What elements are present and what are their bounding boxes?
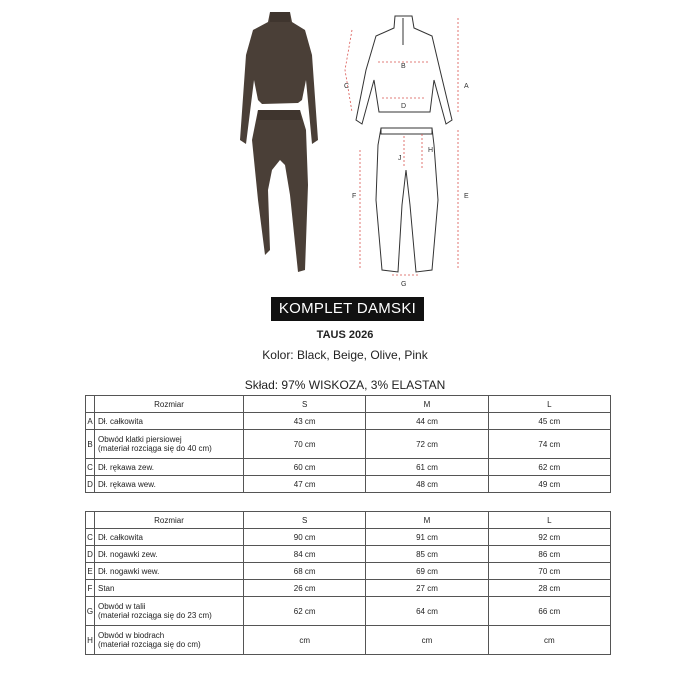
row-label: Obwód klatki piersiowej bbox=[98, 435, 182, 444]
row-value-l: 74 cm bbox=[488, 430, 610, 459]
header-code-cell bbox=[86, 396, 95, 413]
photo-leggings bbox=[252, 110, 308, 272]
header-size-l: L bbox=[488, 512, 610, 529]
top-size-table bbox=[85, 395, 611, 493]
letter-D: D bbox=[401, 103, 407, 110]
row-code: G bbox=[86, 597, 95, 626]
product-colors: Kolor: Black, Beige, Olive, Pink bbox=[262, 348, 428, 362]
row-label: Dł. całkowita bbox=[95, 529, 244, 546]
row-code: F bbox=[86, 580, 95, 597]
header-label: Rozmiar bbox=[95, 396, 244, 413]
row-code: H bbox=[86, 626, 95, 655]
row-note: (materiał rozciąga się do 40 cm) bbox=[98, 444, 212, 453]
row-value-l: 92 cm bbox=[488, 529, 610, 546]
row-label: Dł. rękawa wew. bbox=[95, 476, 244, 493]
letter-G: G bbox=[401, 281, 407, 288]
header-size-m: M bbox=[366, 512, 488, 529]
table-header-row bbox=[86, 512, 611, 529]
row-value-m: cm bbox=[366, 626, 488, 655]
row-value-s: 70 cm bbox=[244, 430, 366, 459]
header-label: Rozmiar bbox=[95, 512, 244, 529]
table-row bbox=[86, 459, 611, 476]
row-label: Dł. rękawa zew. bbox=[95, 459, 244, 476]
row-value-l: 66 cm bbox=[488, 597, 610, 626]
row-value-s: 47 cm bbox=[244, 476, 366, 493]
row-label: Dł. nogawki zew. bbox=[95, 546, 244, 563]
row-value-s: 43 cm bbox=[244, 413, 366, 430]
dimension-lines bbox=[345, 18, 458, 275]
row-value-l: 28 cm bbox=[488, 580, 610, 597]
row-code: A bbox=[86, 413, 95, 430]
row-value-m: 64 cm bbox=[366, 597, 488, 626]
table-row bbox=[86, 476, 611, 493]
letter-H: H bbox=[428, 147, 434, 154]
row-value-s: 60 cm bbox=[244, 459, 366, 476]
row-value-m: 85 cm bbox=[366, 546, 488, 563]
letter-B: B bbox=[401, 63, 406, 70]
letter-E: E bbox=[464, 193, 469, 200]
row-value-m: 91 cm bbox=[366, 529, 488, 546]
table-row bbox=[86, 626, 611, 655]
row-note: (materiał rozciąga się do cm) bbox=[98, 640, 201, 649]
product-figures bbox=[0, 0, 690, 300]
row-value-l: 62 cm bbox=[488, 459, 610, 476]
letter-C: C bbox=[344, 83, 350, 90]
table-row bbox=[86, 413, 611, 430]
row-value-m: 61 cm bbox=[366, 459, 488, 476]
header-size-s: S bbox=[244, 396, 366, 413]
table-row bbox=[86, 597, 611, 626]
letter-J: J bbox=[398, 155, 402, 162]
product-composition: Skład: 97% WISKOZA, 3% ELASTAN bbox=[244, 378, 446, 392]
row-label: Dł. całkowita bbox=[95, 413, 244, 430]
product-model: TAUS 2026 bbox=[316, 329, 374, 341]
row-value-l: 49 cm bbox=[488, 476, 610, 493]
header-size-s: S bbox=[244, 512, 366, 529]
row-label: Stan bbox=[95, 580, 244, 597]
letter-A: A bbox=[464, 83, 469, 90]
row-value-m: 72 cm bbox=[366, 430, 488, 459]
row-value-s: 62 cm bbox=[244, 597, 366, 626]
row-code: D bbox=[86, 476, 95, 493]
row-label-two-line bbox=[95, 626, 244, 655]
row-value-s: 90 cm bbox=[244, 529, 366, 546]
row-value-l: cm bbox=[488, 626, 610, 655]
row-code: D bbox=[86, 546, 95, 563]
row-label: Obwód w biodrach bbox=[98, 631, 165, 640]
row-code: C bbox=[86, 529, 95, 546]
row-value-m: 44 cm bbox=[366, 413, 488, 430]
row-value-s: 84 cm bbox=[244, 546, 366, 563]
row-value-s: cm bbox=[244, 626, 366, 655]
header-code-cell bbox=[86, 512, 95, 529]
row-value-s: 26 cm bbox=[244, 580, 366, 597]
row-value-m: 48 cm bbox=[366, 476, 488, 493]
product-title: KOMPLET DAMSKI bbox=[271, 297, 424, 321]
row-value-m: 27 cm bbox=[366, 580, 488, 597]
row-label: Obwód w talii bbox=[98, 602, 146, 611]
table-header-row bbox=[86, 396, 611, 413]
table-row bbox=[86, 563, 611, 580]
row-label-two-line bbox=[95, 430, 244, 459]
row-value-l: 86 cm bbox=[488, 546, 610, 563]
product-photo bbox=[240, 12, 318, 272]
table-row bbox=[86, 529, 611, 546]
row-note: (materiał rozciąga się do 23 cm) bbox=[98, 611, 212, 620]
row-value-s: 68 cm bbox=[244, 563, 366, 580]
table-row bbox=[86, 546, 611, 563]
row-value-l: 45 cm bbox=[488, 413, 610, 430]
header-size-m: M bbox=[366, 396, 488, 413]
row-label: Dł. nogawki wew. bbox=[95, 563, 244, 580]
row-value-m: 69 cm bbox=[366, 563, 488, 580]
row-code: E bbox=[86, 563, 95, 580]
row-value-l: 70 cm bbox=[488, 563, 610, 580]
header-size-l: L bbox=[488, 396, 610, 413]
row-label-two-line bbox=[95, 597, 244, 626]
letter-F: F bbox=[352, 193, 357, 200]
table-row bbox=[86, 430, 611, 459]
bottom-size-table bbox=[85, 511, 611, 655]
row-code: B bbox=[86, 430, 95, 459]
row-code: C bbox=[86, 459, 95, 476]
table-row bbox=[86, 580, 611, 597]
